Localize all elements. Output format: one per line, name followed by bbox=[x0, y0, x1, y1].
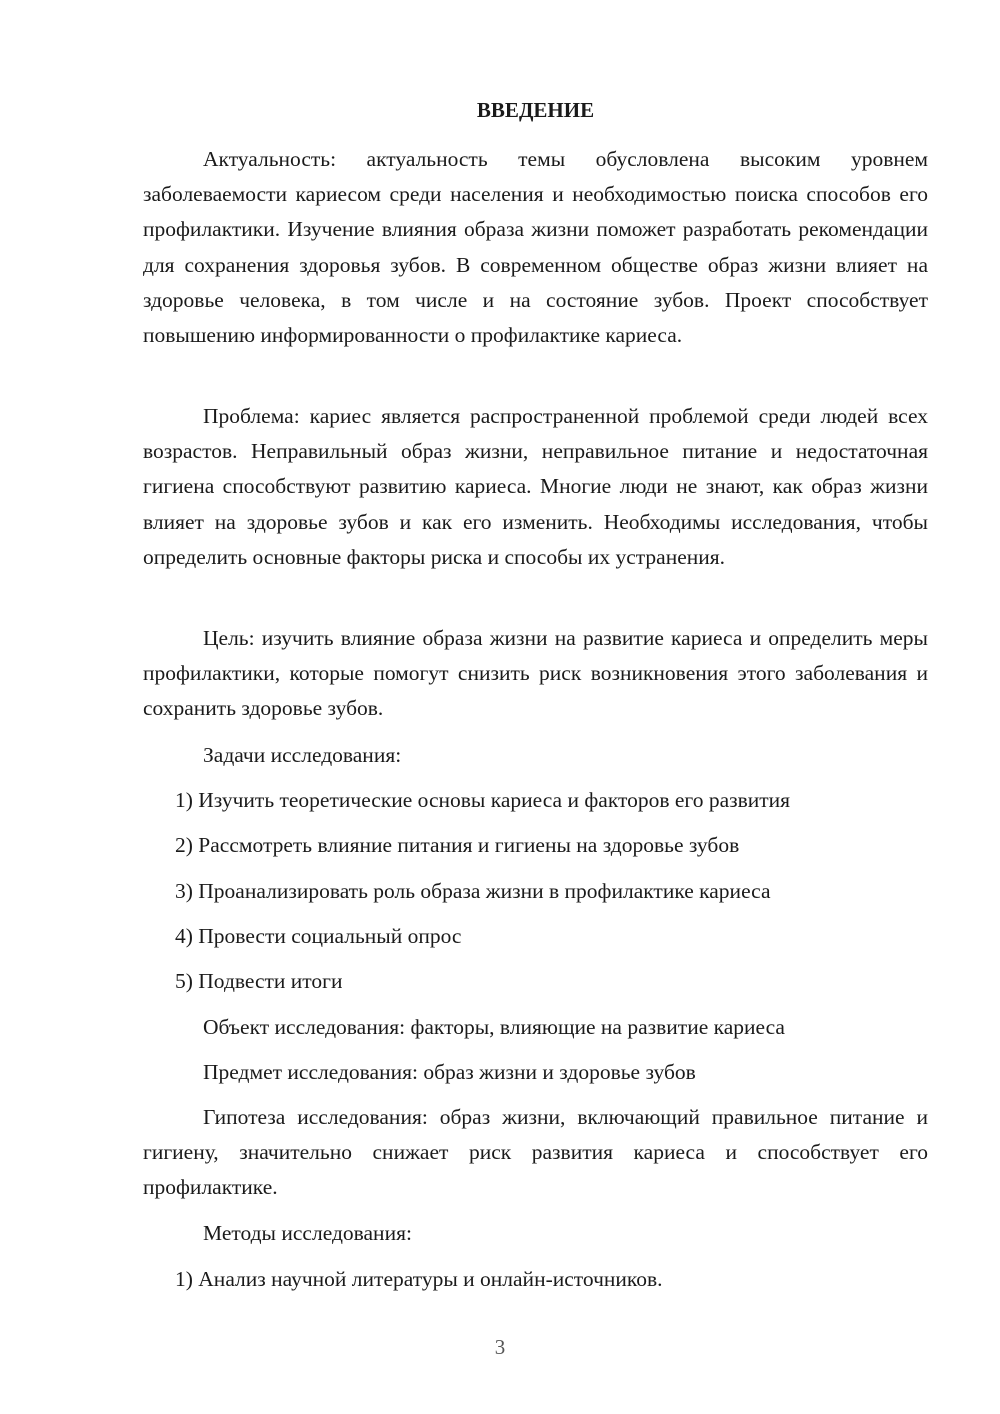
research-object: Объект исследования: факторы, влияющие на развитие кариеса bbox=[203, 1015, 785, 1039]
research-subject: Предмет исследования: образ жизни и здоровье зубов bbox=[203, 1060, 696, 1084]
paragraph-problem: Проблема: кариес является распространенной проблемой среди людей всех возрастов. Неправильный образ жизни, неправильное питание и недостаточная гигиена способствуют развитию кариеса. Многие люди не знают, как образ жизни влияет на здоровье зубов и как его изменить. Необходимы исследования, чтобы определить основные факторы риска и способы их устранения. bbox=[143, 404, 928, 569]
paragraph-relevance: Актуальность: актуальность темы обусловлена высоким уровнем заболеваемости кариесом среди населения и необходимостью поиска способов его профилактики. Изучение влияния образа жизни поможет разработать рекомендации для сохранения здоровья зубов. В современном обществе образ жизни влияет на здоровье человека, в том числе и на состояние зубов. Проект способствует повышению информированности о профилактике кариеса. bbox=[143, 147, 928, 348]
task-item-3: 3) Проанализировать роль образа жизни в профилактике кариеса bbox=[175, 879, 771, 903]
tasks-heading: Задачи исследования: bbox=[203, 743, 402, 767]
section-heading: ВВЕДЕНИЕ bbox=[476, 98, 595, 122]
task-item-1: 1) Изучить теоретические основы кариеса и факторов его развития bbox=[175, 788, 791, 812]
task-item-2: 2) Рассмотреть влияние питания и гигиены на здоровье зубов bbox=[175, 833, 740, 857]
paragraph-goal: Цель: изучить влияние образа жизни на развитие кариеса и определить меры профилактики, которые помогут снизить риск возникновения этого заболевания и сохранить здоровье зубов. bbox=[143, 626, 928, 721]
paragraph-hypothesis: Гипотеза исследования: образ жизни, включающий правильное питание и гигиену, значительно снижает риск развития кариеса и способствует его профилактике. bbox=[143, 1105, 928, 1200]
method-item-1: 1) Анализ научной литературы и онлайн-источников. bbox=[175, 1267, 663, 1291]
task-item-4: 4) Провести социальный опрос bbox=[175, 924, 462, 948]
page-number: 3 bbox=[494, 1335, 506, 1359]
task-item-5: 5) Подвести итоги bbox=[175, 969, 343, 993]
methods-heading: Методы исследования: bbox=[203, 1221, 412, 1245]
